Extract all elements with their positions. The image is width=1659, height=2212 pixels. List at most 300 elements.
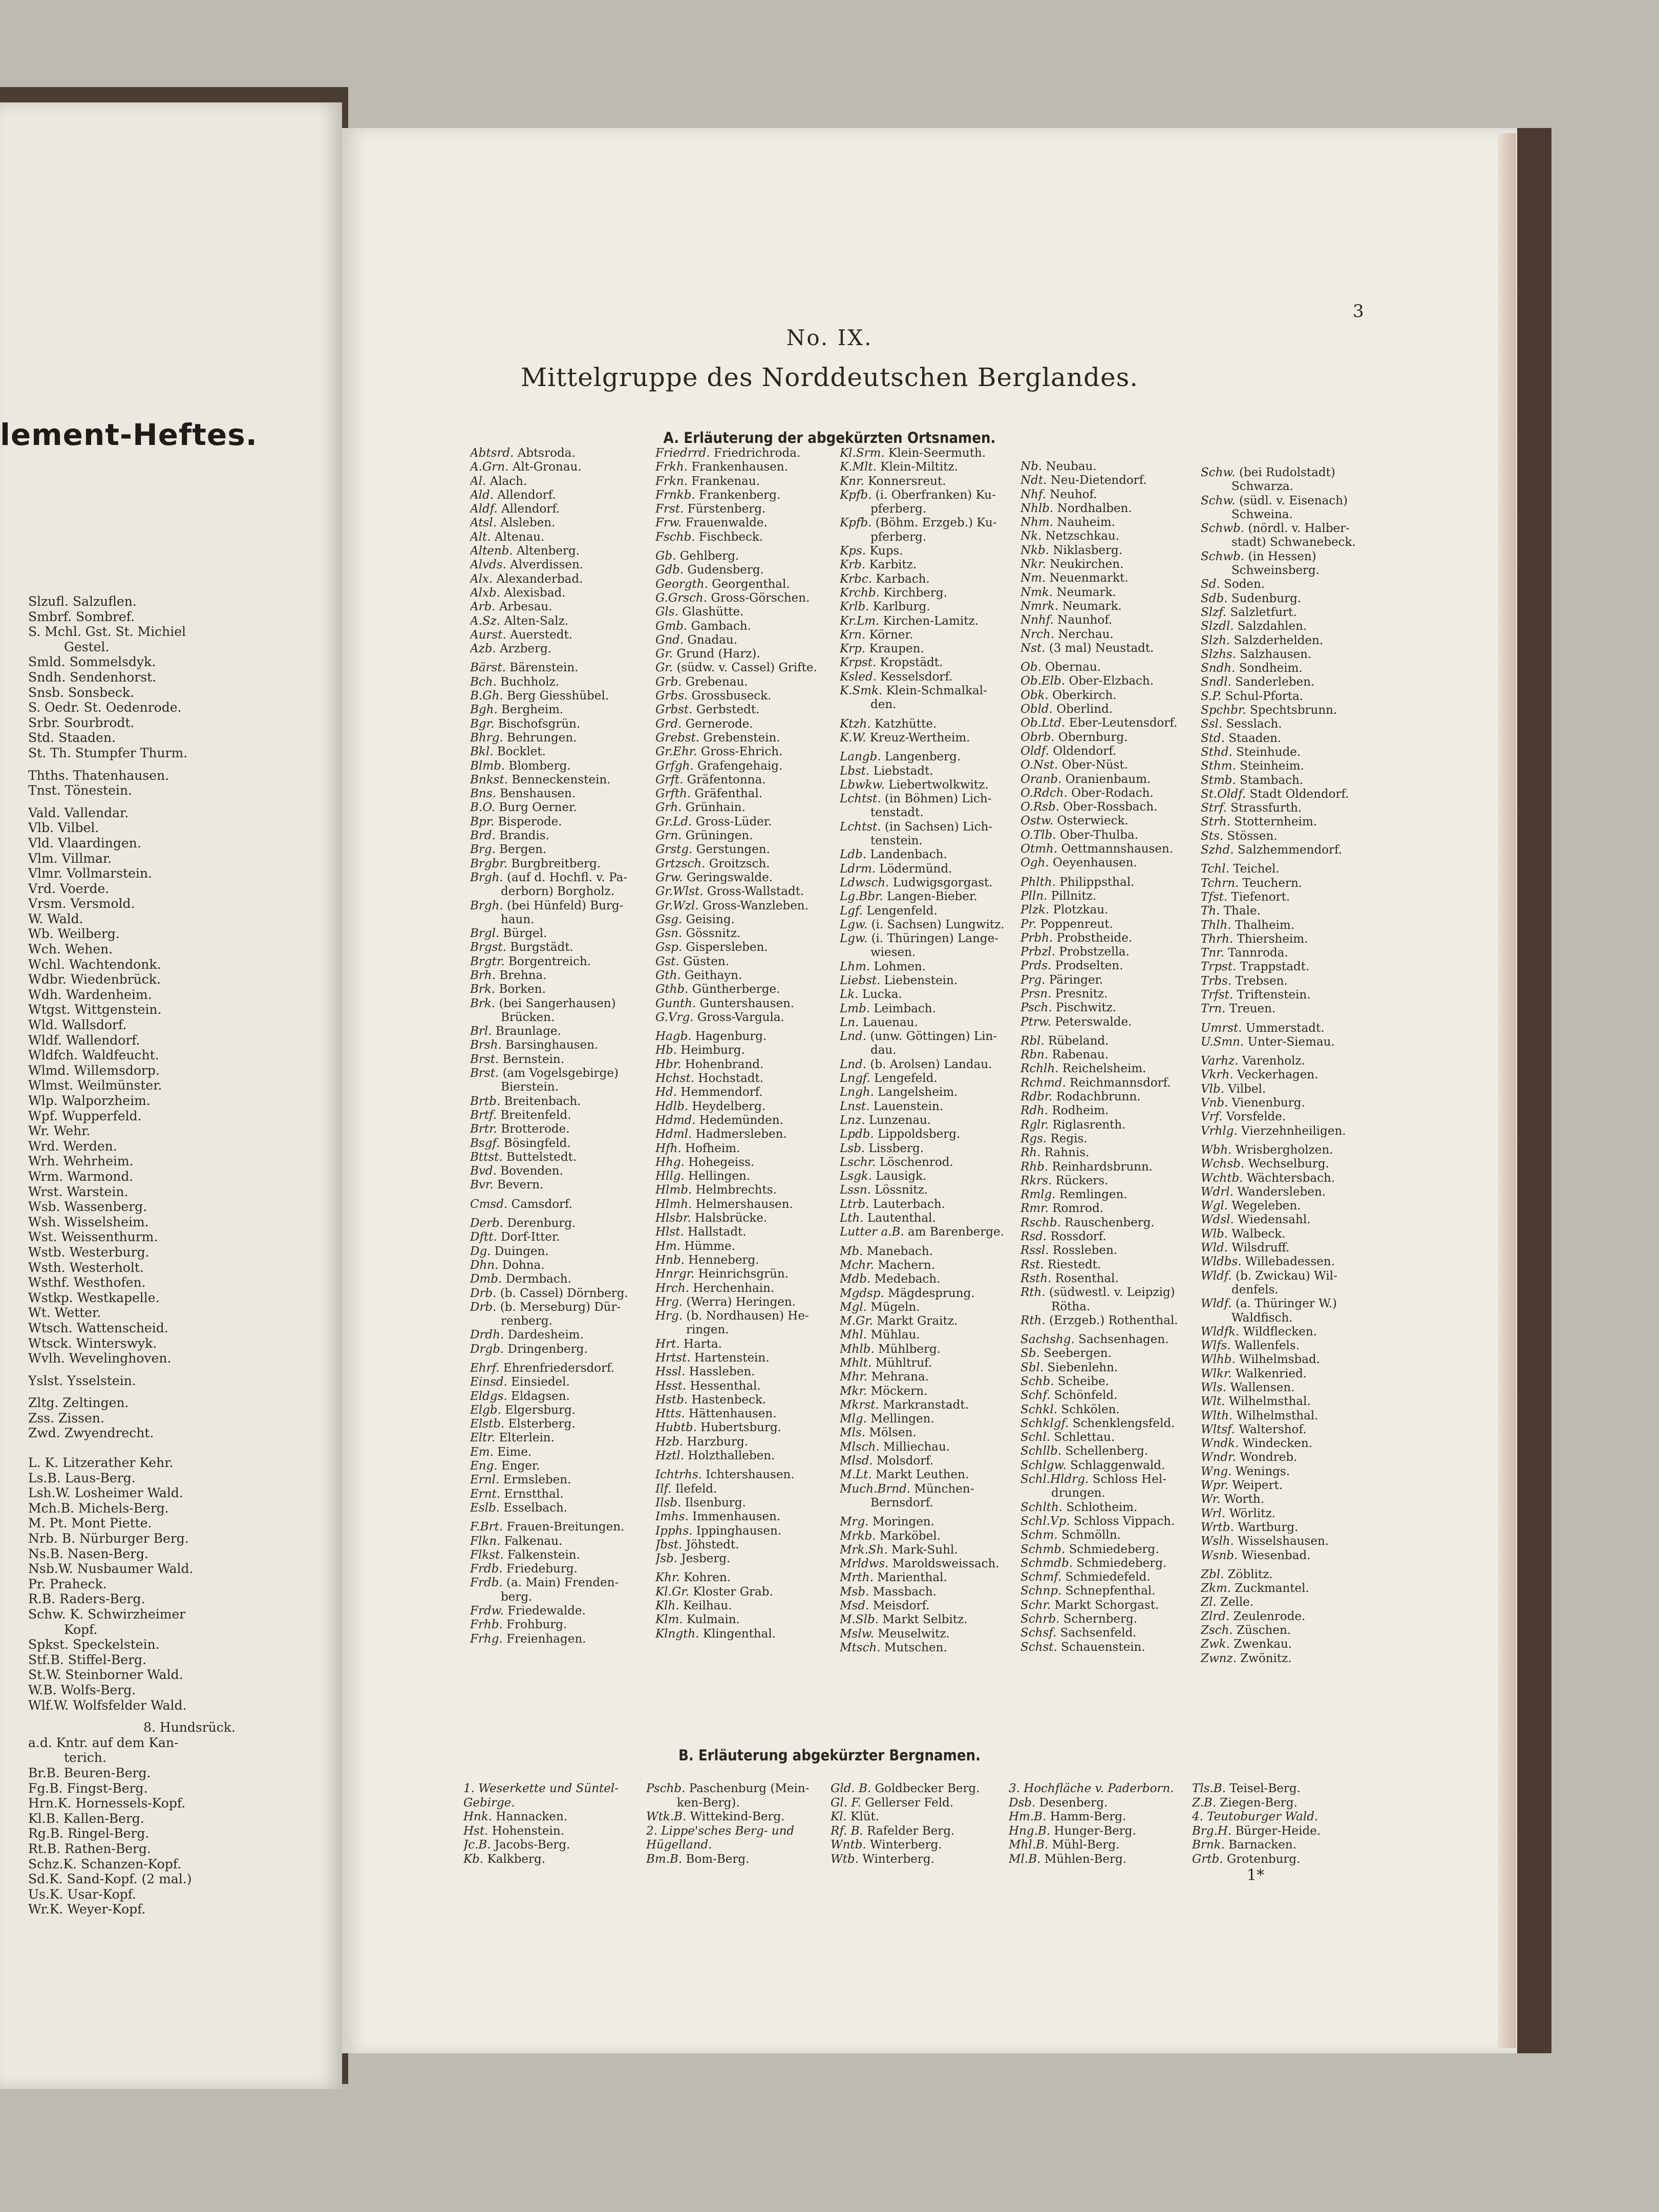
abbreviation: Mhlt. [840,1356,872,1370]
expansion: Züschen. [1232,1624,1291,1637]
abbreviation: Gl. F. [831,1796,862,1810]
expansion: Pillnitz. [1047,889,1097,903]
abbreviation-entry [1020,1174,1200,1188]
expansion: den. [870,698,897,712]
expansion: Schkölen. [1057,1402,1120,1416]
expansion: Varenholz. [1238,1054,1305,1068]
left-list-line: Ns.B. Nasen-Berg. [28,1546,148,1561]
abbreviation: Aldf. [470,502,498,516]
abbreviation: Lmb. [840,1002,870,1015]
abbreviation-entry [840,600,1022,614]
abbreviation: Tnr. [1201,946,1224,960]
abbreviation: Frst. [655,502,684,516]
left-list-line: Wst. Weissenthurm. [28,1229,158,1245]
abbreviation: Gdb. [655,563,684,577]
abbreviation: Nb. [1020,460,1043,473]
abbreviation-entry [1201,946,1380,960]
abbreviation-entry [1020,1015,1200,1029]
abbreviation-entry [840,1198,1022,1211]
abbreviation: Hssl. [655,1365,686,1379]
abbreviation: Wlth. [1201,1409,1233,1422]
abbreviation: Langb. [840,750,881,764]
abbreviation: Wrl. [1201,1506,1226,1520]
left-list-line: Smbrf. Sombref. [28,609,135,624]
abbreviation: Hdml. [655,1128,692,1141]
abbreviation-entry [655,1128,837,1141]
expansion: Brehna. [496,968,547,982]
abbreviation: Ostw. [1020,814,1054,828]
abbreviation: Wtk.B. [646,1810,687,1823]
abbreviation-entry [470,815,647,829]
expansion: Lössnitz. [871,1183,928,1197]
left-list-line [28,761,335,768]
abbreviation-entry [1201,932,1380,946]
expansion: Reichelsheim. [1058,1062,1146,1076]
abbreviation: Schf. [1020,1389,1051,1402]
abbreviation: Bärst. [470,661,506,675]
abbreviation: Mhl.B. [1009,1838,1049,1852]
abbreviation-entry [1020,1403,1200,1417]
abbreviation-entry [1201,1068,1380,1082]
abbreviation: Schnp. [1020,1584,1062,1598]
expansion: Langen-Bieber. [883,890,977,904]
expansion: Enger. [497,1459,540,1473]
abbreviation-entry [470,745,647,759]
left-list-line [28,1713,335,1720]
abbreviation: Tls.B. [1192,1782,1226,1795]
abbreviation: Wndk. [1201,1437,1239,1451]
abbreviation: Hzb. [655,1435,684,1449]
expansion: Seebergen. [1039,1347,1112,1360]
expansion: Peterswalde. [1051,1015,1132,1029]
expansion: Hemmendorf. [677,1086,763,1099]
abbreviation-entry [1020,1230,1200,1244]
abbreviation-entry [1201,1185,1380,1199]
abbreviation-entry [1201,1549,1380,1563]
abbreviation-entry [470,1362,647,1375]
abbreviation-entry [1020,1048,1200,1062]
abbreviation-entry [840,1641,1022,1655]
expansion: (bei Sangerhausen) [495,996,616,1010]
abbreviation-entry [655,530,837,544]
expansion: Zwenkau. [1229,1637,1292,1651]
abbreviation-entry [1020,1347,1200,1360]
left-list-line: M. Pt. Mont Piette. [28,1516,152,1531]
abbreviation-entry [1201,1507,1380,1521]
left-list-line: Schz.K. Schanzen-Kopf. [28,1856,182,1871]
abbreviation: Schsf. [1020,1626,1057,1640]
abbreviation: Drdh. [470,1328,504,1342]
expansion: Gambach. [687,619,751,633]
abbreviation: Mgl. [840,1300,867,1314]
expansion: Waldfisch. [1231,1311,1293,1325]
expansion: Oberlind. [1052,703,1113,716]
left-list-line [28,1366,335,1373]
abbreviation-entry [840,1030,1022,1044]
expansion: Hofheim. [681,1141,740,1155]
expansion: Rahnis. [1040,1146,1090,1160]
abbreviation: Sndl. [1201,675,1231,689]
abbreviation-entry [1020,856,1200,870]
abbreviation: Zsch. [1201,1624,1233,1637]
expansion: Frauenwalde. [682,516,768,530]
expansion: Vierzehnheiligen. [1237,1124,1346,1138]
abbreviation-entry [840,1356,1022,1370]
left-list-line: a.d. Kntr. auf dem Kan- [28,1735,179,1750]
abbreviation-entry [463,1796,648,1811]
abbreviation: Sndh. [1201,662,1236,675]
entry-gap [1201,1138,1380,1143]
expansion: Trappstadt. [1236,960,1310,974]
expansion: Heydelberg. [688,1099,766,1113]
expansion: Wilhelmsthal. [1232,1409,1318,1422]
abbreviation-entry [1201,919,1380,932]
abbreviation: Kr.Lm. [840,614,880,628]
expansion: Immenhausen. [688,1510,781,1524]
abbreviation-entry [840,502,1022,516]
expansion: Mühltruf. [871,1356,932,1370]
abbreviation: Brl. [470,1025,492,1038]
abbreviation: Sb. [1020,1347,1040,1360]
expansion: Rodheim. [1048,1104,1109,1118]
expansion: Salzderhelden. [1230,633,1324,647]
mountain-abbreviation-column-4 [1009,1782,1193,1866]
abbreviation-entry [1020,1543,1200,1557]
abbreviation-entry [1009,1824,1193,1839]
abbreviation: Arb. [470,600,496,614]
left-list-line: Wlmst. Weilmünster. [28,1078,162,1093]
left-list-line: Wlmd. Willemsdorp. [28,1062,160,1078]
abbreviation: Nk. [1020,529,1042,543]
left-list-line: Zwd. Zwyendrecht. [28,1426,154,1441]
abbreviation-entry [1201,1535,1380,1548]
expansion: Katzhütte. [870,717,937,731]
expansion: Windecken. [1239,1437,1313,1451]
expansion: Guntershausen. [696,996,795,1010]
abbreviation-entry [1020,1389,1200,1402]
abbreviation-entry [470,689,647,703]
abbreviation-entry [840,1426,1022,1440]
expansion: stadt) Schwanebeck. [1231,536,1356,549]
abbreviation-entry [1020,758,1200,772]
expansion: Kalkberg. [483,1852,546,1866]
abbreviation-entry [840,848,1022,862]
expansion: Mühlau. [867,1328,920,1342]
expansion: Hohenbrand. [681,1057,764,1071]
expansion: Scheibe. [1054,1375,1109,1388]
abbreviation-entry [655,857,837,871]
abbreviation: Lnst. [840,1099,870,1113]
expansion: Meisdorf. [869,1599,930,1613]
abbreviation-entry [470,614,647,628]
mountain-abbreviation-column-1 [463,1782,648,1866]
place-abbreviation-column-5 [1201,466,1380,1666]
expansion: Mühlen-Berg. [1040,1852,1127,1866]
abbreviation-entry [840,1398,1022,1412]
abbreviation: Hnrgr. [655,1267,695,1281]
expansion: Kesselsdorf. [877,670,953,684]
expansion: Siebenlehn. [1044,1360,1118,1374]
expansion: Hamm-Berg. [1046,1810,1126,1823]
expansion: Güsten. [679,954,730,968]
abbreviation-entry [1020,474,1200,487]
expansion: Liebenstein. [880,973,958,987]
abbreviation: Frhg. [470,1632,503,1646]
abbreviation-entry [1201,862,1380,876]
abbreviation-entry [655,549,837,563]
expansion: Jesberg. [677,1552,731,1566]
expansion: Hassleben. [685,1365,755,1379]
abbreviation: Rdh. [1020,1104,1049,1118]
abbreviation: A.Sz. [470,614,501,628]
expansion: Sesslach. [1222,717,1282,731]
abbreviation-entry [655,955,837,969]
abbreviation-entry [1201,648,1380,662]
abbreviation-entry [840,1072,1022,1086]
abbreviation: Lbwkw. [840,778,885,792]
left-list-line: Wldf. Wallendorf. [28,1032,140,1048]
expansion: Wallenfels. [1230,1339,1300,1353]
left-list-line: Zss. Zissen. [28,1410,104,1426]
abbreviation-entry [1020,1626,1200,1640]
left-list-line: Wt. Wetter. [28,1305,101,1321]
expansion: Gross-Wanzleben. [698,899,809,912]
expansion: Barnacken. [1224,1838,1296,1852]
abbreviation: Dftt. [470,1230,497,1244]
abbreviation: Rst. [1020,1258,1044,1271]
expansion: Lauterbach. [869,1197,945,1211]
abbreviation-entry [840,792,1022,806]
abbreviation-entry [1201,1311,1380,1325]
abbreviation: Lpdb. [840,1128,874,1141]
abbreviation-entry [1020,642,1200,655]
expansion: Hohegeiss. [684,1155,755,1169]
abbreviation: Hlmb. [655,1183,692,1197]
expansion: Auerstedt. [506,628,573,642]
abbreviation-entry [1201,1002,1380,1016]
abbreviation: Mrg. [840,1515,869,1529]
abbreviation-entry [470,857,647,871]
expansion: Dorf-Itter. [497,1230,560,1244]
abbreviation-entry [1020,1486,1200,1500]
abbreviation-entry [1020,945,1200,959]
abbreviation: Imhs. [655,1510,689,1524]
abbreviation: Fschb. [655,530,695,544]
entry-gap [1020,655,1200,661]
left-list-line: R.B. Raders-Berg. [28,1591,145,1607]
expansion: (nördl. v. Halber- [1244,522,1350,536]
expansion: Georgenthal. [708,577,790,591]
abbreviation-entry [840,698,1022,712]
abbreviation: Brtf. [470,1108,497,1122]
left-list-line: Rg.B. Ringel-Berg. [28,1826,150,1841]
left-list-line: Smld. Sommelsdyk. [28,654,156,670]
abbreviation-entry [840,530,1022,544]
abbreviation: Lgw. [840,932,868,946]
abbreviation: Schmf. [1020,1570,1062,1584]
abbreviation-entry [840,488,1022,502]
abbreviation-entry [840,1058,1022,1072]
abbreviation-entry [1201,815,1380,829]
abbreviation-entry [1201,1283,1380,1297]
abbreviation: Frkn. [655,474,688,488]
expansion: Breitenfeld. [497,1108,571,1122]
abbreviation: Hnb. [655,1253,685,1267]
abbreviation-entry [470,983,647,996]
abbreviation-entry [1201,1096,1380,1110]
expansion: Mutschen. [880,1641,947,1654]
entry-gap [1201,857,1380,862]
abbreviation-entry [470,586,647,600]
expansion: Vilbel. [1224,1082,1266,1096]
expansion: Naunhof. [1053,613,1113,627]
expansion: Helmbrechts. [692,1183,777,1197]
left-list-line: Sndh. Sendenhorst. [28,669,157,685]
abbreviation: Cmsd. [470,1197,508,1211]
abbreviation: Ksled. [840,670,877,684]
abbreviation: Krlb. [840,600,869,614]
abbreviation-entry [655,1510,837,1524]
abbreviation: Jsb. [655,1552,678,1566]
expansion: Zöblitz. [1224,1567,1273,1581]
abbreviation: G.Vrg. [655,1010,694,1024]
document-title: No. IX. [786,325,873,350]
abbreviation: Flkst. [470,1548,504,1562]
abbreviation: Nhf. [1020,487,1046,501]
expansion: Waltershof. [1235,1422,1307,1436]
abbreviation-entry [1020,516,1200,529]
abbreviation: Gst. [655,954,679,968]
abbreviation: Schm. [1020,1528,1058,1542]
expansion: Alsleben. [496,516,556,530]
abbreviation-entry [470,1548,647,1562]
abbreviation-entry [1192,1810,1376,1824]
abbreviation-entry [470,1535,647,1548]
abbreviation-entry [1020,1375,1200,1389]
abbreviation: Lgw. [840,918,868,931]
abbreviation-entry [1201,1582,1380,1596]
expansion: Riestedt. [1044,1258,1101,1271]
expansion: Hartenstein. [690,1351,770,1365]
abbreviation: Tchl. [1201,862,1229,876]
abbreviation: Kps. [840,544,866,558]
abbreviation: Hlsbr. [655,1211,691,1225]
abbreviation-entry [463,1782,648,1796]
expansion: Prodselten. [1051,959,1123,973]
abbreviation-entry [840,820,1022,834]
abbreviation: Brtb. [470,1094,501,1108]
abbreviation: Mkrst. [840,1398,879,1412]
expansion: (b. Cassel) Dörnberg. [496,1286,628,1300]
expansion: Gross-Wallstadt. [703,885,804,899]
abbreviation: Krchb. [840,586,880,600]
expansion: Gernerode. [682,717,753,731]
abbreviation: Obk. [1020,688,1049,702]
abbreviation-entry [1020,544,1200,558]
left-list-line: Wsb. Wassenberg. [28,1199,147,1215]
abbreviation-entry [470,1632,647,1646]
expansion: (Erzgeb.) Rothenthal. [1045,1313,1178,1327]
abbreviation: Sbl. [1020,1360,1044,1374]
abbreviation: Zwk. [1201,1637,1230,1651]
expansion: Heinrichsgrün. [694,1267,789,1281]
expansion: Medebach. [870,1272,941,1286]
left-list-line: Tnst. Tönestein. [28,783,132,798]
expansion: Rossdorf. [1047,1230,1107,1244]
abbreviation-entry [470,1109,647,1122]
abbreviation-entry [840,1468,1022,1482]
abbreviation: Frhb. [470,1618,503,1632]
abbreviation: Hfh. [655,1141,682,1155]
abbreviation: Wltsf. [1201,1422,1236,1436]
expansion: Zuckmantel. [1231,1582,1309,1596]
abbreviation-entry [470,488,647,502]
abbreviation-entry [1201,746,1380,759]
abbreviation: Grd. [655,717,682,731]
book-back-board [1516,128,1551,2053]
abbreviation-entry [1201,550,1380,564]
expansion: Lauenau. [859,1015,918,1029]
abbreviation-entry [840,1259,1022,1272]
expansion: tenstadt. [870,806,924,820]
abbreviation: Gsn. [655,927,683,941]
abbreviation-entry [470,572,647,586]
abbreviation-entry [1020,1515,1200,1528]
expansion: Dardesheim. [504,1328,584,1342]
expansion: Schloss Vippach. [1070,1514,1175,1528]
abbreviation: Hdmd. [655,1113,696,1127]
expansion: Rossleben. [1049,1244,1118,1258]
abbreviation-entry [840,516,1022,530]
abbreviation-entry [655,1337,837,1351]
abbreviation: Wslh. [1201,1535,1234,1548]
expansion: Lohmen. [870,960,926,973]
expansion: Thale. [1220,904,1261,918]
abbreviation-entry [655,1482,837,1496]
expansion: Derenburg. [503,1217,576,1230]
abbreviation: Khr. [655,1571,680,1585]
expansion: Mühl-Berg. [1048,1838,1120,1852]
abbreviation: Al. [470,474,486,488]
expansion: Rosenthal. [1051,1271,1119,1285]
abbreviation-entry [1020,1528,1200,1542]
abbreviation: Gthb. [655,983,689,996]
abbreviation: Gmb. [655,619,688,633]
expansion: Hannacken. [492,1810,568,1823]
abbreviation: Rchmd. [1020,1076,1066,1090]
abbreviation: Alt. [470,530,491,544]
abbreviation: Hllg. [655,1169,685,1183]
abbreviation-entry [831,1853,1015,1867]
entry-gap [470,1211,647,1217]
entry-gap [840,712,1022,717]
abbreviation-entry [470,1230,647,1244]
abbreviation: Pschb. [646,1782,686,1795]
abbreviation-entry [840,614,1022,628]
abbreviation-entry [470,628,647,642]
abbreviation: Trn. [1201,1002,1226,1016]
abbreviation-entry [655,745,837,759]
abbreviation-entry [1020,1202,1200,1216]
place-abbreviation-column-2 [655,446,837,1641]
abbreviation: Wchtb. [1201,1171,1243,1185]
abbreviation: Wldfk. [1201,1325,1240,1338]
left-list-line: Thths. Thatenhausen. [28,768,169,783]
expansion: Wartburg. [1233,1520,1299,1534]
abbreviation-entry [470,1314,647,1328]
abbreviation-entry [470,773,647,787]
expansion: Trebsen. [1231,974,1288,988]
